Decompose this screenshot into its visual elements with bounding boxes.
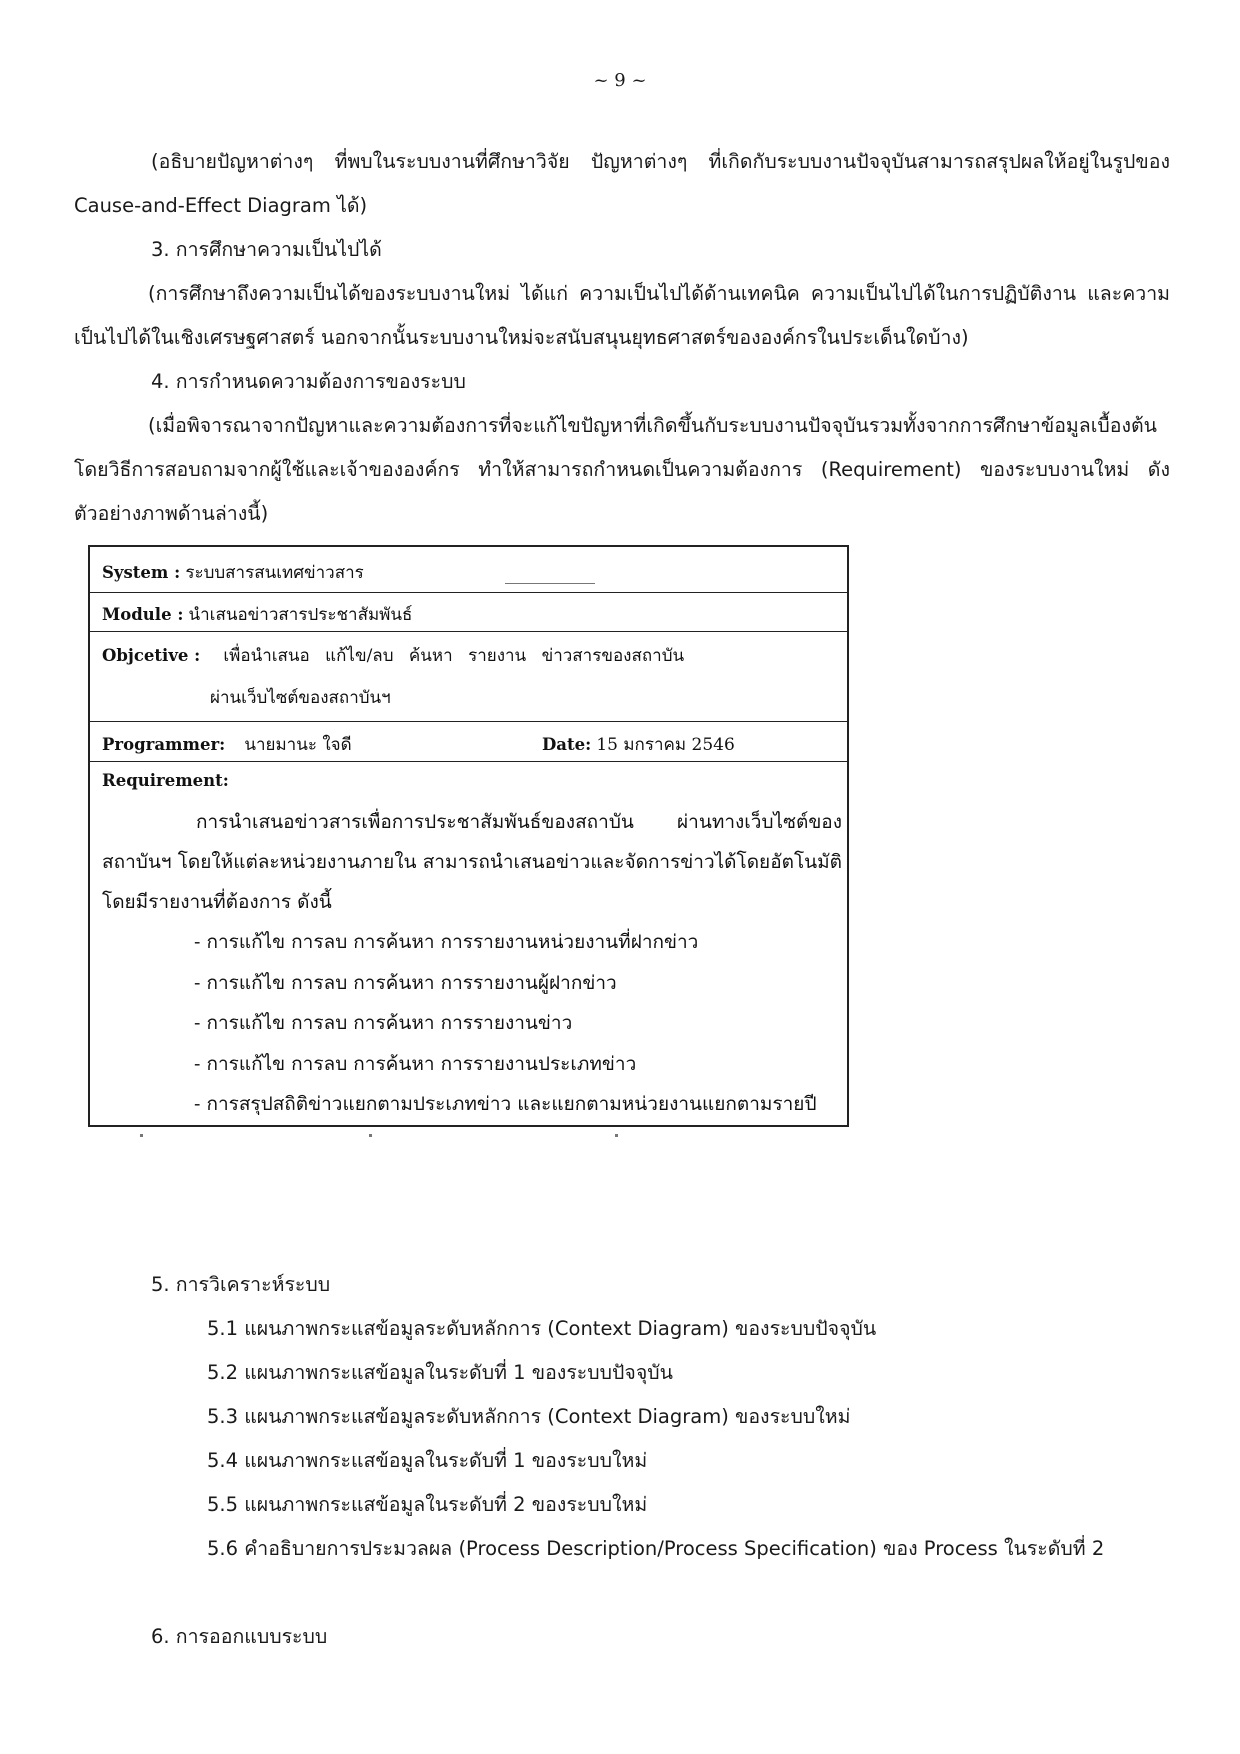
scan-smudge [140, 1134, 143, 1137]
requirement-form-image [88, 545, 849, 1127]
section5-item: 5.1 แผนภาพกระแสข้อมูลระดับหลักการ (Context Diagram) ของระบบปัจจุบัน [207, 1317, 877, 1340]
form-requirement-item: - การสรุปสถิติข่าวแยกตามประเภทข่าว และแยกตามหน่วยงานแยกตามรายปี [194, 1093, 817, 1115]
form-programmer-row [90, 722, 847, 762]
form-date-label: Date: [542, 735, 592, 754]
form-objective-label: Objcetive : [102, 646, 201, 665]
form-requirement-list [102, 922, 847, 1125]
form-module-value: นำเสนอข่าวสารประชาสัมพันธ์ [188, 605, 413, 625]
form-system-row [90, 547, 847, 593]
form-requirement-section [90, 762, 847, 1125]
form-system-value: ระบบสารสนเทศข่าวสาร [185, 563, 364, 583]
paragraph-problem-description: (อธิบายปัญหาต่างๆ ที่พบในระบบงานที่ศึกษาวิจัย ปัญหาต่างๆ ที่เกิดกับระบบงานปัจจุบันสามารถสรุปผลให้อยู่ในรูปของ Cause-and-Effect Diagram ได้) [74, 150, 1170, 217]
paragraph-feasibility: (การศึกษาถึงความเป็นได้ของระบบงานใหม่ ได้แก่ ความเป็นไปได้ด้านเทคนิค ความเป็นไปได้ในการปฏิบัติงาน และความเป็นไปได้ในเชิงเศรษฐศาสตร์ นอกจากนั้นระบบงานใหม่จะสนับสนุนยุทธศาสตร์ขององค์กรในประเด็นใดบ้าง) [74, 282, 1170, 349]
scan-smudge [615, 1134, 618, 1137]
form-module-label: Module : [102, 605, 184, 624]
form-system-label: System : [102, 563, 181, 582]
scan-smudge [505, 583, 595, 584]
form-requirement-item: - การแก้ไข การลบ การค้นหา การรายงานผู้ฝากข่าว [194, 971, 617, 994]
form-requirement-item: - การแก้ไข การลบ การค้นหา การรายงานประเภทข่าว [194, 1052, 637, 1075]
section5-item: 5.4 แผนภาพกระแสข้อมูลในระดับที่ 1 ของระบบใหม่ [207, 1449, 648, 1472]
form-objective-line2: ผ่านเว็บไซต์ของสถาบันฯ [210, 688, 391, 708]
form-objective-line1: เพื่อนำเสนอ แก้ไข/ลบ ค้นหา รายงาน ข่าวสารของสถาบัน [223, 646, 685, 666]
section5-item: 5.3 แผนภาพกระแสข้อมูลระดับหลักการ (Context Diagram) ของระบบใหม่ [207, 1405, 851, 1428]
form-requirement-body: การนำเสนอข่าวสารเพื่อการประชาสัมพันธ์ของสถาบัน ผ่านทางเว็บไซต์ของสถาบันฯ โดยให้แต่ละหน่วยงานภายใน สามารถนำเสนอข่าวและจัดการข่าวได้โดยอัตโนมัติ โดยมีรายงานที่ต้องการ ดังนี้ [102, 811, 842, 913]
form-module-row [90, 593, 847, 632]
paragraph-requirements: (เมื่อพิจารณาจากปัญหาและความต้องการที่จะแก้ไขปัญหาที่เกิดขึ้นกับระบบงานปัจจุบันรวมทั้งจากการศึกษาข้อมูลเบื้องต้น โดยวิธีการสอบถามจากผู้ใช้และเจ้าขององ​ค์กร ทำให้สามารถกำหนดเป็นความต้องการ (Requirement) ของระบบงานใหม่ ดังตัวอย่างภาพด้านล่างนี้) [74, 414, 1170, 525]
scan-smudge [369, 1134, 372, 1137]
form-requirement-item: - การแก้ไข การลบ การค้นหา การรายงานหน่วยงานที่ฝากข่าว [194, 931, 699, 953]
section5-item: 5.2 แผนภาพกระแสข้อมูลในระดับที่ 1 ของระบบปัจจุบัน [207, 1361, 673, 1384]
form-requirement-item: - การแก้ไข การลบ การค้นหา การรายงานข่าว [194, 1012, 573, 1034]
form-requirement-label: Requirement: [102, 771, 229, 790]
page-number: ~ 9 ~ [593, 70, 647, 91]
heading-system-analysis: 5. การวิเคราะห์ระบบ [151, 1273, 331, 1296]
heading-system-design: 6. การออกแบบระบบ [151, 1625, 328, 1648]
form-programmer-value: นายมานะ ใจดี [244, 735, 352, 755]
section5-item: 5.6 คำอธิบายการประมวลผล (Process Description/Process Specification) ของ Process ในระดับที่ 2 [207, 1537, 1105, 1560]
section5-item: 5.5 แผนภาพกระแสข้อมูลในระดับที่ 2 ของระบบใหม่ [207, 1493, 648, 1516]
form-programmer-label: Programmer: [102, 735, 226, 754]
form-objective-row [90, 632, 847, 722]
form-date-value: 15 มกราคม 2546 [596, 735, 735, 755]
heading-feasibility-study: 3. การศึกษาความเป็นไปได้ [151, 238, 382, 261]
heading-requirements: 4. การกำหนดความต้องการของระบบ [151, 370, 466, 393]
